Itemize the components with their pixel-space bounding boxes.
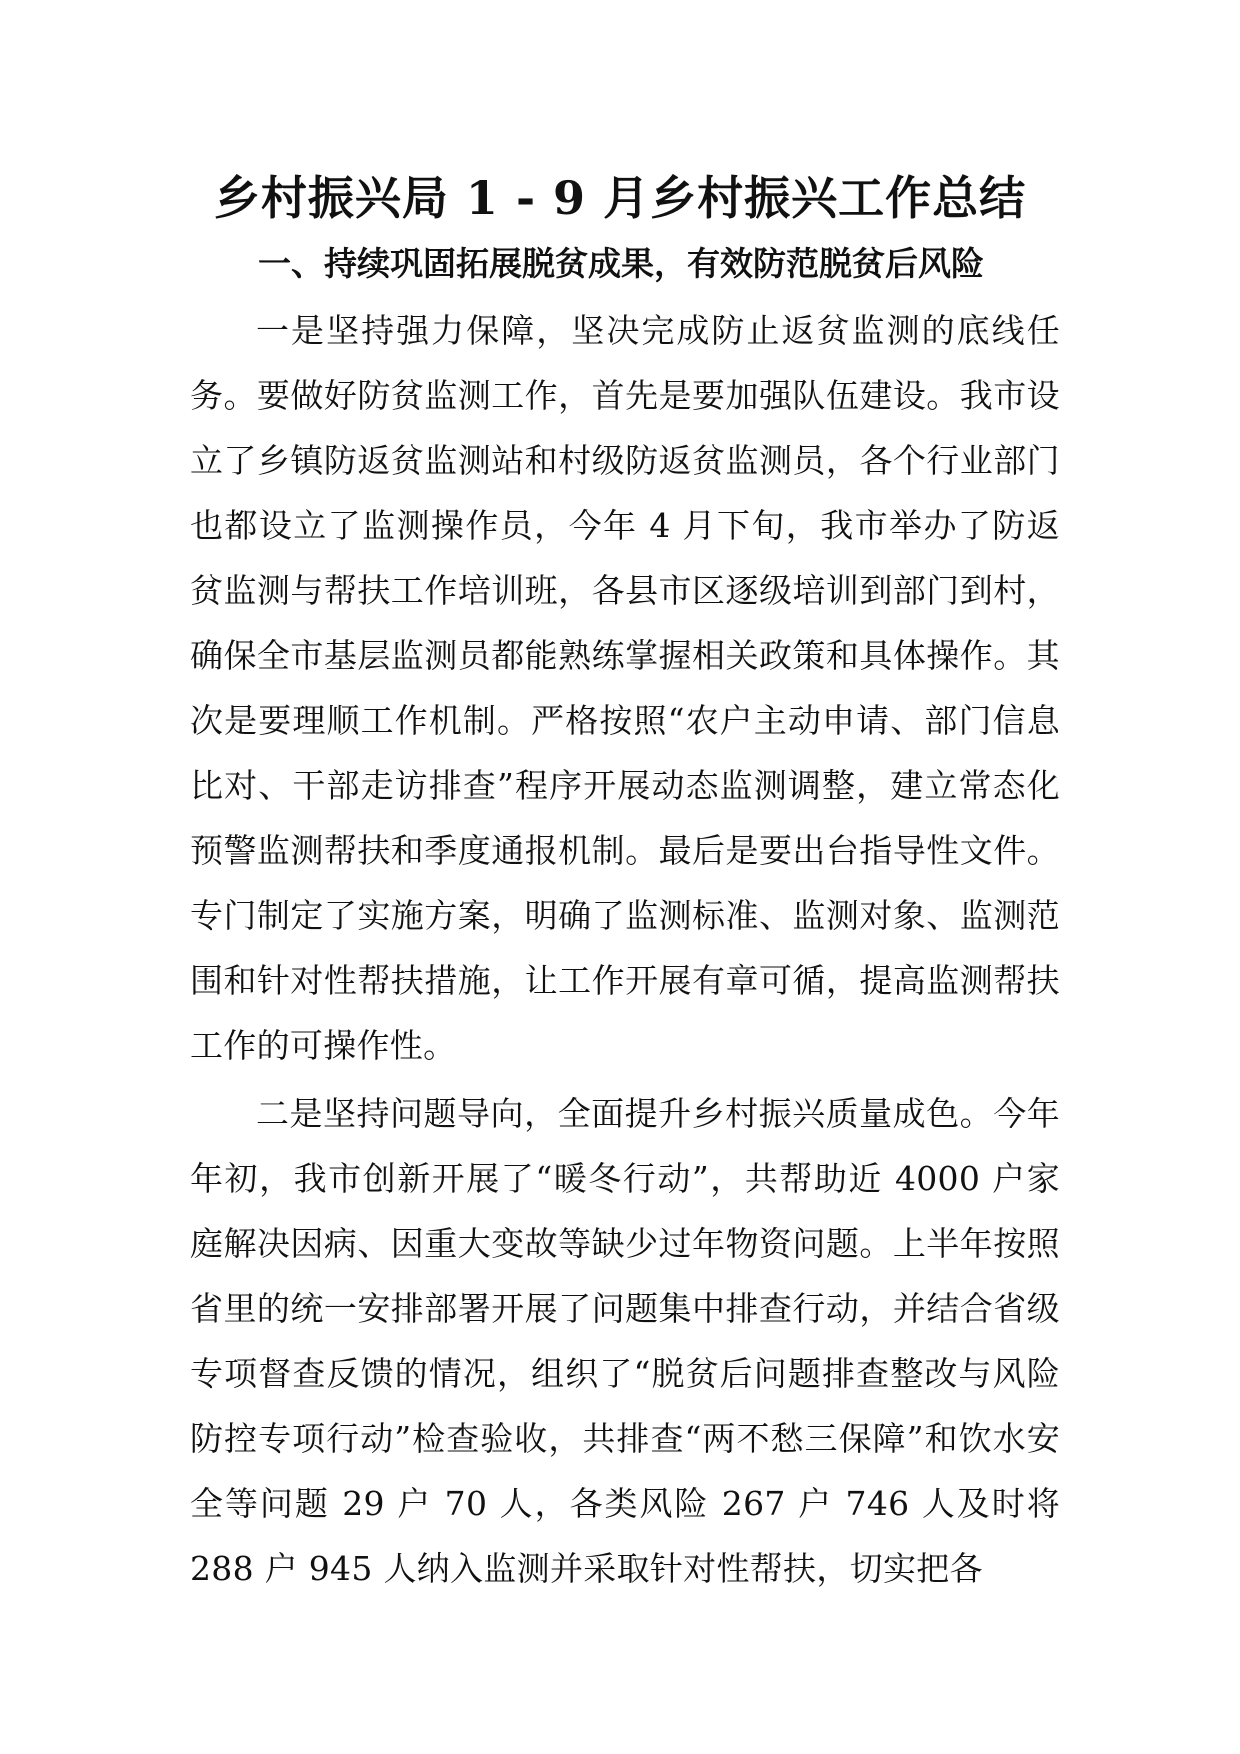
- section-heading: 一、持续巩固拓展脱贫成果，有效防范脱贫后风险: [258, 244, 984, 283]
- body-paragraph: 二是坚持问题导向，全面提升乡村振兴质量成色。今年年初，我市创新开展了“暖冬行动”，共帮助近 4000 户家庭解决因病、因重大变故等缺少过年物资问题。上半年按照省里的统一安排部署开展了问题集中排查行动，并结合省级专项督查反馈的情况，组织了“脱贫后问题排查整改与风险防控专项行动”检查验收，共排查“两不愁三保障”和饮水安全等问题 29 户 70 人，各类风险 267 户 746 人及时将 288 户 945 人纳入监测并采取针对性帮扶，切实把各: [190, 1094, 1060, 1588]
- document-body: [190, 298, 1060, 1601]
- document-title: 乡村振兴局 1 - 9 月乡村振兴工作总结: [213, 171, 1027, 225]
- body-paragraph: 一是坚持强力保障，坚决完成防止返贫监测的底线任务。要做好防贫监测工作，首先是要加强队伍建设。我市设立了乡镇防返贫监测站和村级防返贫监测员，各个行业部门也都设立了监测操作员，今年 4 月下旬，我市举办了防返贫监测与帮扶工作培训班，各县市区逐级培训到部门到村，确保全市基层监测员都能熟练掌握相关政策和具体操作。其次是要理顺工作机制。严格按照“农户主动申请、部门信息比对、干部走访排查”程序开展动态监测调整，建立常态化预警监测帮扶和季度通报机制。最后是要出台指导性文件。专门制定了实施方案，明确了监测标准、监测对象、监测范围和针对性帮扶措施，让工作开展有章可循，提高监测帮扶工作的可操作性。: [190, 311, 1060, 1065]
